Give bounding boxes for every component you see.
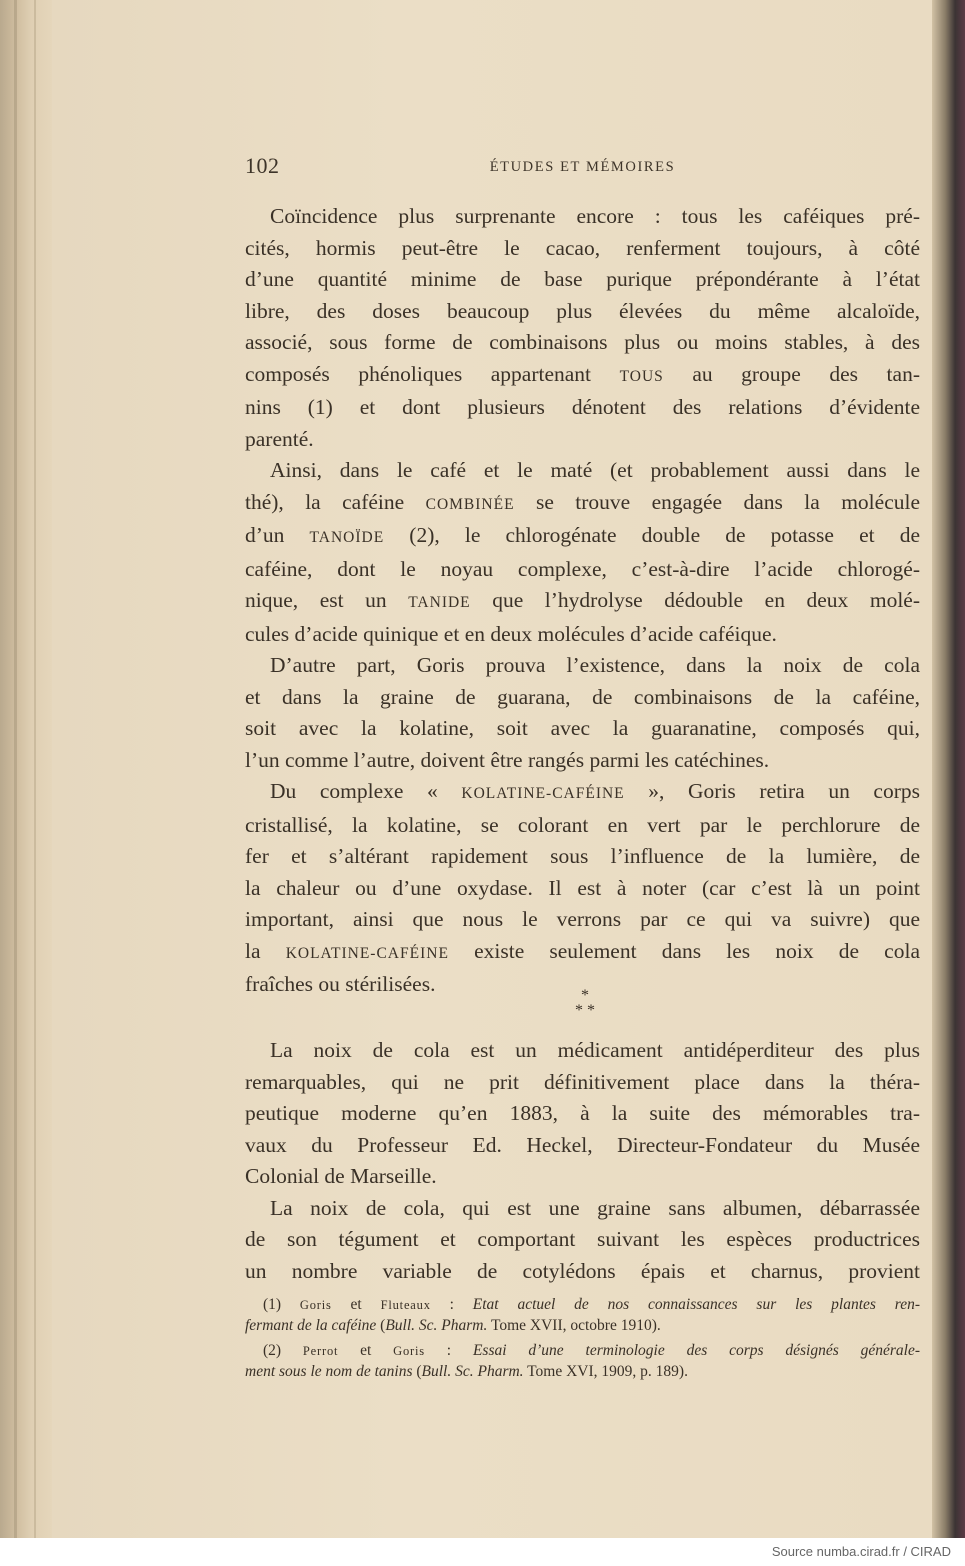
author-name: Fluteaux (380, 1298, 431, 1312)
footnote-line (245, 1316, 920, 1336)
paragraph-2 (245, 455, 920, 650)
work-title: ment sous le nom de tanins (245, 1362, 413, 1380)
text-line: associé, sous forme de combinaisons plus ou moins stables, à des (245, 330, 920, 354)
text-line: Ainsi, dans le café et le maté (et probablement aussi dans le (270, 458, 920, 482)
paragraph-3 (245, 650, 920, 776)
small-caps-term: TANIDE (408, 594, 471, 611)
text-run: ( (376, 1316, 386, 1334)
text-run: Tome XVII, octobre 1910). (487, 1316, 661, 1334)
footnote-line (245, 1341, 920, 1362)
text-run: que l’hydrolyse dédouble en deux molé- (470, 588, 920, 612)
text-line: La noix de cola est un médicament antidéperditeur des plus (270, 1038, 920, 1062)
text-line: soit avec la kolatine, soit avec la guaranatine, composés qui, (245, 716, 920, 740)
body-text-lower (245, 1035, 920, 1287)
paragraph-5 (245, 1035, 920, 1193)
text-line: cités, hormis peut-être le cacao, renferment toujours, à côté (245, 235, 920, 260)
text-line: important, ainsi que nous le verrons par ce qui va suivre) que (245, 907, 920, 931)
small-caps-term: TANOÏDE (309, 529, 385, 546)
text-run: ( (412, 1362, 422, 1380)
text-line (245, 936, 920, 970)
text-run: se trouve engagée dans la molécule (514, 489, 921, 514)
asterism-top: * (581, 987, 589, 1004)
text-run: existe seulement dans les noix de cola (448, 938, 920, 963)
text-line: un nombre variable de cotylédons épais et charnus, provient (245, 1258, 920, 1283)
body-text-upper (245, 201, 921, 1004)
footnote-number: (2) (263, 1342, 303, 1359)
page-number: 102 (245, 153, 280, 178)
text-line: parenté. (245, 426, 314, 451)
paragraph-6 (245, 1193, 920, 1288)
running-head: ÉTUDES ET MÉMOIRES (489, 159, 676, 175)
journal-name: Bull. Sc. Pharm. (385, 1316, 488, 1334)
text-run: Tome XVI, 1909, p. 189). (523, 1362, 688, 1380)
text-run: (2), le chlorogénate double de potasse et de (384, 523, 920, 547)
text-line: fraîches ou stérilisées. (245, 972, 436, 996)
text-run: : (430, 1296, 473, 1313)
text-run: et (338, 1342, 394, 1359)
book-gutter-edge (0, 0, 52, 1538)
text-run: au groupe des tan- (663, 361, 920, 386)
work-title: Etat actuel de nos connaissances sur les plantes ren- (472, 1296, 921, 1313)
author-name: Goris (299, 1298, 332, 1312)
work-title: Essai d’une terminologie des corps désignés générale- (472, 1342, 920, 1359)
text-line: La noix de cola, qui est une graine sans albumen, débarrassée (270, 1195, 920, 1220)
text-line: fer et s’altérant rapidement sous l’influence de la lumière, de (245, 844, 920, 868)
source-credit: Source numba.cirad.fr / CIRAD (771, 1544, 951, 1559)
text-line: cristallisé, la kolatine, se colorant en vert par le perchlorure de (245, 812, 920, 837)
section-separator-asterism (560, 988, 610, 1024)
text-line: Coïncidence plus surprenante encore : tous les caféiques pré- (270, 204, 920, 228)
text-run: Du complexe « (270, 779, 462, 803)
author-name: Goris (393, 1344, 425, 1358)
text-line: vaux du Professeur Ed. Heckel, Directeur-Fondateur du Musée (245, 1132, 920, 1157)
text-line: de son tégument et comportant suivant les espèces productrices (245, 1227, 920, 1251)
text-line: Colonial de Marseille. (245, 1164, 437, 1188)
footnotes (245, 1295, 920, 1387)
text-line (245, 585, 920, 619)
text-run: et (331, 1296, 381, 1313)
text-line: libre, des doses beaucoup plus élevées du même alcaloïde, (245, 298, 920, 323)
text-run: la (245, 938, 286, 963)
text-line: nins (1) et dont plusieurs dénotent des relations d’évidente (245, 395, 920, 419)
text-line: peutique moderne qu’en 1883, à la suite des mémorables tra- (245, 1101, 920, 1125)
asterism-bottom: * * (575, 1002, 595, 1019)
text-line: D’autre part, Goris prouva l’existence, dans la noix de cola (270, 653, 920, 677)
text-run: d’un (245, 523, 310, 547)
small-caps-term: TOUS (619, 367, 664, 385)
text-line: la chaleur ou d’une oxydase. Il est à noter (car c’est là un point (245, 875, 920, 900)
text-line (245, 776, 920, 810)
book-fore-edge (932, 0, 965, 1538)
small-caps-term: COMBINÉE (425, 495, 515, 513)
footnote-line (245, 1362, 920, 1382)
text-line: et dans la graine de guarana, de combinaisons de la caféine, (245, 684, 920, 709)
text-line: caféine, dont le noyau complexe, c’est-à-dire l’acide chlorogé- (245, 556, 920, 581)
journal-name: Bull. Sc. Pharm. (421, 1362, 524, 1380)
work-title: fermant de la caféine (245, 1316, 377, 1334)
text-line (245, 520, 920, 554)
footnote-number: (1) (263, 1296, 300, 1313)
text-run: thé), la caféine (245, 489, 426, 514)
text-line: remarquables, qui ne prit définitivement place dans la théra- (245, 1069, 920, 1094)
text-line: l’un comme l’autre, doivent être rangés parmi les catéchines. (245, 747, 770, 772)
footnote-2 (245, 1341, 920, 1381)
text-run: composés phénoliques appartenant (245, 361, 620, 386)
text-line: d’une quantité minime de base purique prépondérante à l’état (245, 267, 920, 291)
author-name: Perrot (302, 1344, 339, 1358)
text-line (245, 487, 920, 521)
paragraph-4 (245, 776, 920, 1004)
text-line (245, 359, 920, 393)
text-run: », Goris retira un corps (624, 779, 920, 803)
text-line: cules d’acide quinique et en deux molécules d’acide caféique. (245, 621, 777, 646)
paragraph-1 (245, 201, 920, 455)
page-header (245, 153, 920, 185)
footnote-1 (245, 1295, 920, 1335)
small-caps-term: KOLATINE-CAFÉINE (285, 944, 449, 962)
small-caps-term: KOLATINE-CAFÉINE (461, 785, 625, 802)
text-run: : (424, 1342, 473, 1359)
footnote-line (245, 1295, 920, 1316)
text-run: nique, est un (245, 588, 409, 612)
